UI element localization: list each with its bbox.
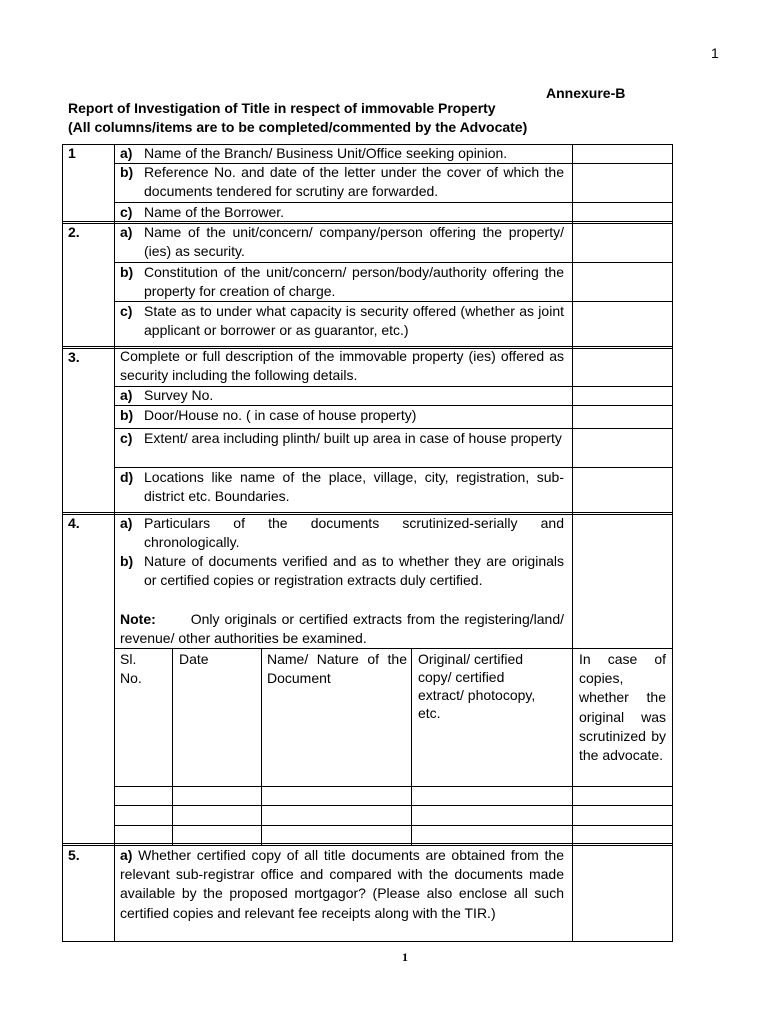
s1-item-c — [120, 203, 564, 222]
s4-a-key: a) — [120, 515, 133, 531]
s3-item-c — [120, 429, 564, 448]
s3-item-d — [120, 468, 564, 506]
section-number: 4. — [68, 515, 80, 531]
s3-c-key: c) — [120, 430, 133, 446]
s3-d-text: Locations like name of the place, village, city, registration, sub-district etc. Boundaries. — [144, 469, 564, 505]
page-number-top: 1 — [711, 45, 719, 61]
subtable-col — [411, 648, 412, 845]
table-border-right — [672, 144, 673, 942]
table-bottom — [62, 941, 673, 942]
s3-a-key: a) — [120, 387, 133, 403]
s1-c-key: c) — [120, 204, 133, 220]
section-number: 3. — [68, 349, 80, 365]
s2-a-key: a) — [120, 224, 133, 240]
annexure-label: Annexure-B — [546, 85, 626, 101]
s2-c-key: c) — [120, 303, 133, 319]
col-date: Date — [179, 651, 209, 667]
s4-note-label: Note: — [120, 611, 156, 627]
page-number-bottom: 1 — [402, 950, 408, 964]
s2-item-c — [120, 302, 564, 340]
subtable-col — [172, 648, 173, 845]
s2-item-a — [120, 223, 564, 261]
s4-note — [120, 610, 564, 648]
answer-col-divider — [572, 144, 573, 649]
s1-b-key: b) — [120, 164, 134, 180]
section-number: 2. — [68, 224, 80, 240]
subtable-col — [572, 648, 573, 845]
subtable-row — [114, 786, 673, 787]
answer-col-divider-5 — [572, 845, 573, 942]
s4-a-text: Particulars of the documents scrutinized-serially and chronologically. — [144, 515, 564, 551]
s2-b-text: Constitution of the unit/concern/ person/body/authority offering the property for creation of charge. — [144, 264, 564, 300]
table-border-left — [62, 144, 63, 942]
s3-c-text: Extent/ area including plinth/ built up area in case of house property — [144, 430, 562, 446]
s3-a-text: Survey No. — [144, 387, 214, 403]
s3-item-a — [120, 386, 564, 405]
s2-item-b — [120, 263, 564, 301]
col-sl-no: Sl. No. — [120, 651, 142, 687]
report-subtitle: (All columns/items are to be completed/commented by the Advocate) — [68, 119, 528, 135]
s1-a-text: Name of the Branch/ Business Unit/Office seeking opinion. — [144, 145, 508, 161]
s1-item-b — [120, 163, 564, 201]
s4-note-text: Only originals or certified extracts from the registering/land/ revenue/ other authorities be examined. — [120, 611, 564, 647]
col-original-copy: Original/ certified copy/ certified extract/ photocopy, etc. — [418, 651, 536, 721]
s4-item-a — [120, 514, 564, 552]
col-name-nature: Name/ Nature of the Document — [267, 651, 407, 687]
s1-c-text: Name of the Borrower. — [144, 204, 285, 220]
s1-item-a — [120, 144, 564, 163]
subtable-row — [114, 825, 673, 826]
table-col-divider — [114, 144, 115, 942]
s1-b-text: Reference No. and date of the letter under the cover of which the documents tendered for scrutiny are forwarded. — [144, 164, 564, 200]
s3-intro: Complete or full description of the immovable property (ies) offered as security including the following details. — [120, 348, 564, 384]
s3-b-text: Door/House no. ( in case of house property) — [144, 407, 417, 423]
s2-a-text: Name of the unit/concern/ company/person offering the property/ (ies) as security. — [144, 224, 564, 260]
s3-item-b — [120, 406, 564, 425]
s4-item-b — [120, 552, 564, 590]
s5-item-a — [120, 846, 564, 923]
subtable-col — [261, 648, 262, 845]
s1-a-key: a) — [120, 145, 133, 161]
s3-b-key: b) — [120, 407, 134, 423]
s2-b-key: b) — [120, 264, 134, 280]
col-scrutinized: In case of copies, whether the original was scrutinized by the advocate. — [579, 651, 666, 764]
section-number: 5. — [68, 847, 80, 863]
section-number: 1 — [68, 145, 76, 161]
s4-b-key: b) — [120, 553, 134, 569]
s5-a-key: a) — [120, 847, 133, 863]
report-title: Report of Investigation of Title in respect of immovable Property — [68, 100, 496, 116]
s3-d-key: d) — [120, 469, 134, 485]
s4-b-text: Nature of documents verified and as to whether they are originals or certified copies or registration extracts duly certified. — [144, 553, 564, 589]
s2-c-text: State as to under what capacity is security offered (whether as joint applicant or borrower or as guarantor, etc.) — [144, 303, 564, 339]
s5-a-text: Whether certified copy of all title documents are obtained from the relevant sub-registrar office and compared with the documents made available by the proposed mortgagor? (Please also enclose all such certified copies and relevant fee receipts along with the TIR.) — [120, 847, 565, 921]
subtable-row — [114, 805, 673, 806]
